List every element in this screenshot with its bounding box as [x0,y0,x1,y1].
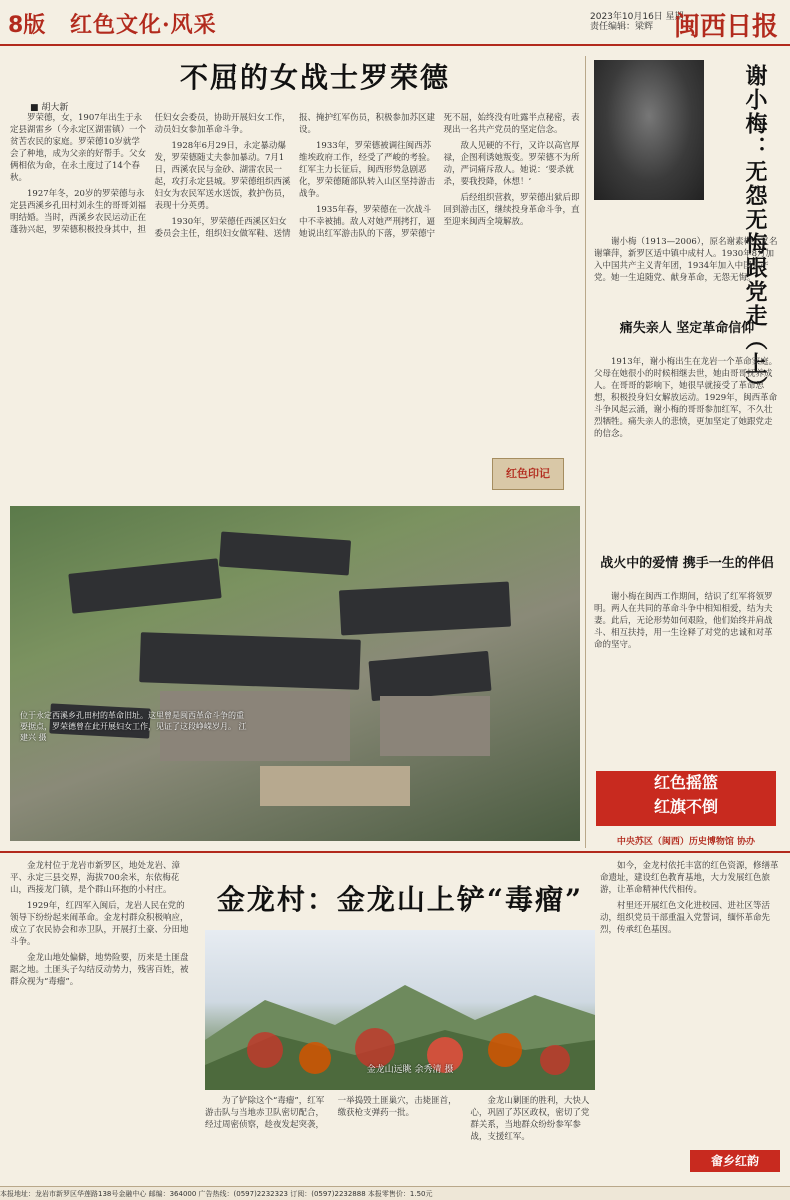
article2-paragraph: 金龙山剿匪的胜利，大快人心，巩固了苏区政权，密切了党群关系，当地群众纷纷参军参战，支援红军。 [470,1096,590,1142]
article2-paragraph: 村里还开展红色文化进校园、进社区等活动，组织党员干部重温入党誓词，缅怀革命先烈，传承红色基因。 [600,901,771,935]
article1-paragraph: 1928年6月29日，永定暴动爆发，罗荣德随丈夫参加暴动。7月1日，西溪农民与金砂、湖雷农民一起，攻打永定县城。罗荣德组织西溪妇女为农民军送水送饭，救护伤员，表现十分英勇。 [154,141,291,211]
section2-text: 谢小梅在闽西工作期间，结识了红军将领罗明。两人在共同的革命斗争中相知相爱，结为夫妻。此后，无论形势如何艰险，他们始终并肩战斗、相互扶持，用一生诠释了对党的忠诚和对革命的坚守。 [594,592,773,650]
caption-text: 位于永定西溪乡孔田村的革命旧址。这里曾是闽西革命斗争的重要据点，罗荣德曾在此开展妇女工作，见证了这段峥嵘岁月。 [20,711,244,731]
article1-paragraph: 后经组织营救，罗荣德出狱后即回到游击区，继续投身革命斗争，直至迎来闽西全境解放。 [443,193,580,227]
section-divider [0,851,790,853]
photo-credit: 江建兴 摄 [20,722,247,742]
article1-paragraph: 1927年冬，20岁的罗荣德与永定县西溪乡孔田村刘永生的哥哥刘福明结婚。当时，西溪乡农民运动正在蓬勃兴起，罗荣德积极投身其中，担任妇女会委员，协助开展妇女工作，动员妇女参加革命斗争。 [10,113,291,235]
article2-headline: 金龙村：金龙山上铲“毒瘤” [216,883,584,916]
section2-body [594,591,780,761]
sidebar-title: 谢小梅：无怨无悔跟党走（上） [742,64,768,400]
article1-body [10,112,580,502]
section1-title: 痛失亲人 坚定革命信仰 [619,321,755,336]
bio-text: 谢小梅（1913—2006），原名谢素梅，又名谢肇萍，新罗区适中镇中成村人。1930年8月加入中国共产主义青年团，1934年加入中国共产党。她一生追随党、献身革命，无怨无悔。 [594,237,778,283]
village-photo [10,506,580,841]
article2-middle-column [205,1095,595,1180]
red-cradle-badge [596,771,776,826]
sidebar-xie-xiaomei [585,56,786,848]
red-imprint-label: 红色印记 [492,458,564,490]
article2-paragraph: 如今，金龙村依托丰富的红色资源，修缮革命遗址，建设红色教育基地，大力发展红色旅游，让革命精神代代相传。 [600,861,779,895]
sidebar-bio [594,236,780,288]
editor: 责任编辑：梁辉 [590,22,654,32]
village-photo-caption [20,710,250,743]
article1-paragraph: 1935年春，罗荣德在一次战斗中不幸被捕。敌人对她严刑拷打，逼她说出红军游击队的下落，罗荣德宁死不屈，始终没有吐露半点秘密，表现出一名共产党员的坚定信念。 [299,113,580,239]
badge-sponsor: 中央苏区（闽西）历史博物馆 协办 [616,837,756,847]
section1-body [594,356,780,546]
edition-number: 8版 [8,13,46,38]
newspaper-name: 闽西日报 [673,12,778,42]
article2-left-column [10,860,190,1180]
feature-badge: 畲乡红韵 [690,1150,780,1172]
section2-title: 战火中的爱情 携手一生的伴侣 [600,556,774,571]
page-footer: 本报地址：龙岩市新罗区华莲路138号金融中心 邮编：364000 广告热线：(0597)2232323 订阅：(0597)2232888 本报零售价：1.50元 [0,1186,790,1200]
article1-paragraph: 1933年，罗荣德被调往闽西苏维埃政府工作，经受了严峻的考验。红军主力长征后，闽西形势急剧恶化，罗荣德随部队转入山区坚持游击战争。 [299,141,436,199]
article1-paragraph: 罗荣德，女，1907年出生于永定县湖雷乡（今永定区湖雷镇）一个贫苦农民的家庭。罗荣德10岁就学会了种地，成为父亲的好帮手。父女俩相依为命，在永土度过了14个春秋。 [10,113,147,183]
date: 2023年10月16日 星期一 [590,12,693,22]
section-title: 红色文化·风采 [70,12,217,38]
article2-paragraph: 金龙山地处偏僻，地势险要，历来是土匪盘踞之地。土匪头子勾结反动势力，残害百姓，被群众视为“毒瘤”。 [10,953,189,987]
article2-paragraph: 金龙村位于龙岩市新罗区，地处龙岩、漳平、永定三县交界，海拔700余米，东依梅花山，西接龙门镇，是个群山环抱的小村庄。 [10,861,181,895]
article2-right-column [600,860,780,1160]
article1-paragraph: 敌人见硬的不行，又许以高官厚禄，企图利诱她叛变。罗荣德不为所动，严词痛斥敌人。她说：‘要杀就杀，要我投降，休想！’ [443,141,580,187]
portrait-photo [594,60,704,200]
section1-text: 1913年，谢小梅出生在龙岩一个革命家庭。父母在她很小的时候相继去世，她由哥哥抚养成人。在哥哥的影响下，她很早就接受了革命思想，积极投身妇女解放运动。1929年，闽西革命斗争风起云涌，谢小梅的哥哥参加红军，不久壮烈牺牲。痛失亲人的悲愤，更加坚定了她跟党走的信念。 [594,357,778,439]
article1-byline: ■ 胡大新 [30,103,69,113]
badge-line1: 红色摇篮 [653,773,718,792]
mountain-photo-caption: 金龙山远眺 余秀清 摄 [366,1065,454,1075]
badge-line2: 红旗不倒 [653,797,718,816]
article1-paragraph: 1930年，罗荣德任西溪区妇女委员会主任，组织妇女做军鞋、送情报、掩护红军伤员，积极参加苏区建设。 [154,113,436,239]
article2-paragraph: 1929年，红四军入闽后，龙岩人民在党的领导下纷纷起来闹革命。金龙村群众积极响应，成立了农民协会和赤卫队，开展打土豪、分田地斗争。 [10,901,189,947]
article1-headline: 不屈的女战士罗荣德 [179,61,450,94]
masthead [0,0,790,46]
article2-paragraph: 为了铲除这个“毒瘤”，红军游击队与当地赤卫队密切配合，经过周密侦察，趁夜发起突袭，一举捣毁土匪巢穴，击毙匪首，缴获枪支弹药一批。 [205,1096,457,1130]
